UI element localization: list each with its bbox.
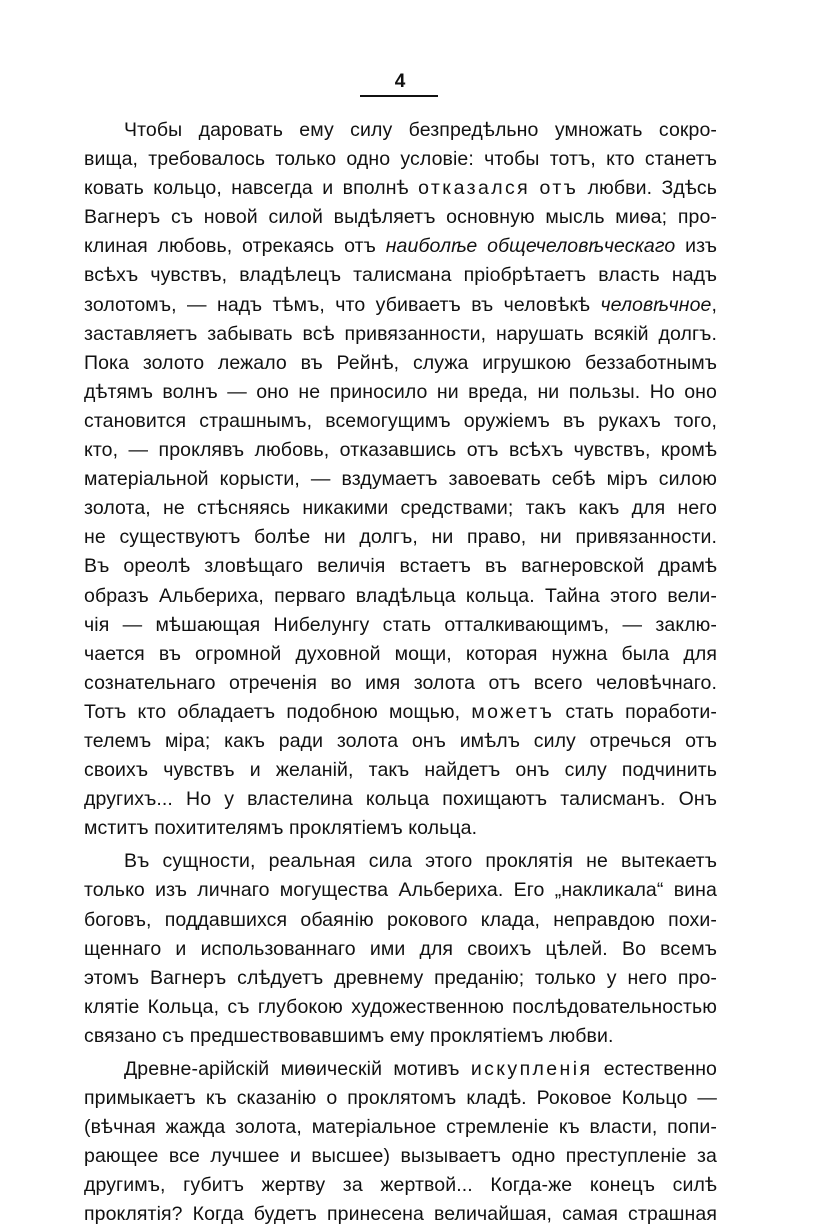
text-line: своихъ чувствъ и желаній, такъ найдетъ онъ силу подчинить bbox=[84, 759, 717, 782]
text-line: вища, требовалось только одно условіе: чтобы тотъ, кто станетъ bbox=[84, 148, 717, 171]
text-line: клятіе Кольца, съ глубокою художественною послѣдовательностью bbox=[84, 995, 717, 1018]
text-line: Тотъ кто обладаетъ подобною мощью, можетъ стать поработи- bbox=[84, 700, 717, 723]
text-line: щеннаго и использованнаго ими для своихъ цѣлей. Во всемъ bbox=[84, 937, 717, 960]
text-line: сознательнаго отреченія во имя золота отъ всего человѣчнаго. bbox=[84, 671, 717, 694]
text-line: (вѣчная жажда золота, матеріальное стремленіе къ власти, попи- bbox=[84, 1116, 717, 1139]
text-line: ковать кольцо, навсегда и вполнѣ отказался отъ любви. Здѣсь bbox=[84, 177, 717, 200]
spaced-emphasis: искупленія bbox=[470, 1058, 593, 1080]
text-line: только изъ личнаго могущества Альбериха. Его „накликала“ вина bbox=[84, 879, 717, 902]
text-line: мститъ похитителямъ проклятіемъ кольца. bbox=[84, 817, 478, 840]
text-line: чается въ огромной духовной мощи, которая нужна была для bbox=[84, 642, 717, 665]
text-line: Чтобы даровать ему силу безпредѣльно умножать сокро- bbox=[124, 119, 717, 141]
text-line: матеріальной корысти, — вздумаетъ завоевать себѣ міръ силою bbox=[84, 468, 717, 491]
text-line: Пока золото лежало въ Рейнѣ, служа игрушкою беззаботнымъ bbox=[84, 351, 717, 374]
text-line: боговъ, поддавшихся обаянію рокового клада, неправдою похи- bbox=[84, 908, 717, 931]
italic-emphasis: человѣчное bbox=[600, 293, 712, 316]
spaced-emphasis: отказался bbox=[418, 177, 531, 200]
paragraph bbox=[84, 1055, 717, 1230]
text-line: золота, не стѣсняясь никакими средствами; такъ какъ для него bbox=[84, 497, 717, 520]
text-line: другимъ, губитъ жертву за жертвой... Когда-же конецъ силѣ bbox=[84, 1174, 717, 1197]
text-line: другихъ... Но у властелина кольца похищаютъ талисманъ. Онъ bbox=[84, 788, 717, 811]
text-line: образъ Альбериха, перваго владѣльца кольца. Тайна этого вели- bbox=[84, 584, 717, 607]
text-line: этомъ Вагнеръ слѣдуетъ древнему преданію; только у него про- bbox=[84, 966, 717, 989]
text-line: Вагнеръ съ новой силой выдѣляетъ основную мысль миѳа; про- bbox=[84, 206, 717, 229]
paragraph bbox=[84, 847, 717, 1051]
paragraph bbox=[84, 116, 717, 843]
text-line: становится страшнымъ, всемогущимъ оружіемъ въ рукахъ того, bbox=[84, 409, 717, 432]
text-line: телемъ міра; какъ ради золота онъ имѣлъ силу отречься отъ bbox=[84, 729, 717, 752]
text-line: Въ сущности, реальная сила этого проклятія не вытекаетъ bbox=[124, 850, 717, 873]
text-line: не существуютъ болѣе ни долгъ, ни право, ни привязанности. bbox=[84, 526, 717, 549]
header-rule bbox=[360, 95, 438, 97]
text-line: связано съ предшествовавшимъ ему проклятіемъ любви. bbox=[84, 1024, 614, 1047]
text-line: золотомъ, — надъ тѣмъ, что убиваетъ въ человѣкѣ человѣчное, bbox=[84, 293, 717, 316]
spaced-emphasis: можетъ bbox=[471, 700, 555, 723]
text-line: чія — мѣшающая Нибелунгу стать отталкивающимъ, — заклю- bbox=[84, 613, 717, 636]
text-line: клиная любовь, отрекаясь отъ наиболѣе общечеловѣческаго изъ bbox=[84, 235, 717, 258]
text-line: всѣхъ чувствъ, владѣлецъ талисмана пріобрѣтаетъ власть надъ bbox=[84, 264, 717, 287]
text-line: заставляетъ забывать всѣ привязанности, нарушать всякій долгъ. bbox=[84, 322, 717, 345]
text-line: Въ ореолѣ зловѣщаго величія встаетъ въ вагнеровской драмѣ bbox=[84, 555, 717, 578]
text-line: дѣтямъ волнъ — оно не приносило ни вреда, ни пользы. Но оно bbox=[84, 380, 717, 403]
text-line: примыкаетъ къ сказанію о проклятомъ кладѣ. Роковое Кольцо — bbox=[84, 1087, 717, 1110]
text-line: проклятія? Когда будетъ принесена величайшая, самая страшная bbox=[84, 1203, 717, 1226]
spaced-emphasis: отъ bbox=[539, 177, 579, 200]
page-number: 4 bbox=[394, 71, 406, 92]
body-text bbox=[84, 116, 717, 1230]
italic-emphasis: наиболѣе общечеловѣческаго bbox=[385, 235, 676, 258]
text-line: Древне-арійскій миѳическій мотивъ искупленія естественно bbox=[124, 1058, 718, 1080]
text-line: рающее все лучшее и высшее) вызываетъ одно преступленіе за bbox=[84, 1145, 717, 1168]
text-line: кто, — проклявъ любовь, отказавшись отъ всѣхъ чувствъ, кромѣ bbox=[84, 439, 717, 462]
